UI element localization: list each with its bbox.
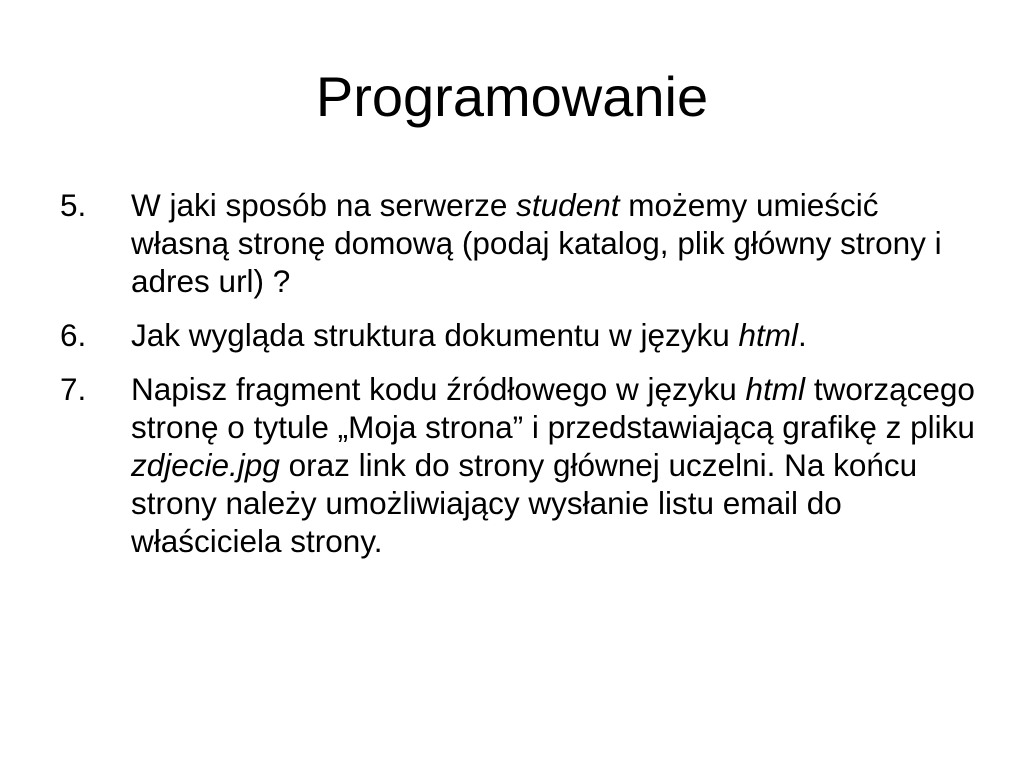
item-number: 5. — [60, 187, 87, 223]
question-list — [60, 186, 980, 576]
item-text — [131, 186, 980, 300]
list-item — [60, 370, 980, 560]
text-segment: oraz link do strony głównej uczelni. Na końcu strony należy umożliwiający wysłanie listu email do właściciela strony. — [131, 447, 918, 559]
slide-title: Programowanie — [315, 65, 709, 128]
italic-term: student — [516, 187, 620, 223]
italic-term: html — [738, 317, 799, 353]
text-segment: W jaki sposób na serwerze — [131, 187, 517, 223]
text-segment: Napisz fragment kodu źródłowego w języku — [131, 371, 746, 407]
item-number: 6. — [60, 317, 87, 353]
italic-term: html — [745, 371, 806, 407]
list-item — [60, 316, 980, 354]
list-item — [60, 186, 980, 300]
text-segment: Jak wygląda struktura dokumentu w języku — [131, 317, 739, 353]
text-segment: . — [798, 317, 807, 353]
item-text — [131, 316, 980, 354]
text-segment: tworzącego stronę o tytule „Moja strona” i przedstawiającą grafikę z pliku — [131, 371, 975, 445]
item-number: 7. — [60, 371, 87, 407]
item-text — [131, 370, 980, 560]
italic-term: zdjecie.jpg — [131, 447, 280, 483]
text-segment: możemy umieścić własną stronę domową (podaj katalog, plik główny strony i adres url) ? — [131, 187, 942, 299]
